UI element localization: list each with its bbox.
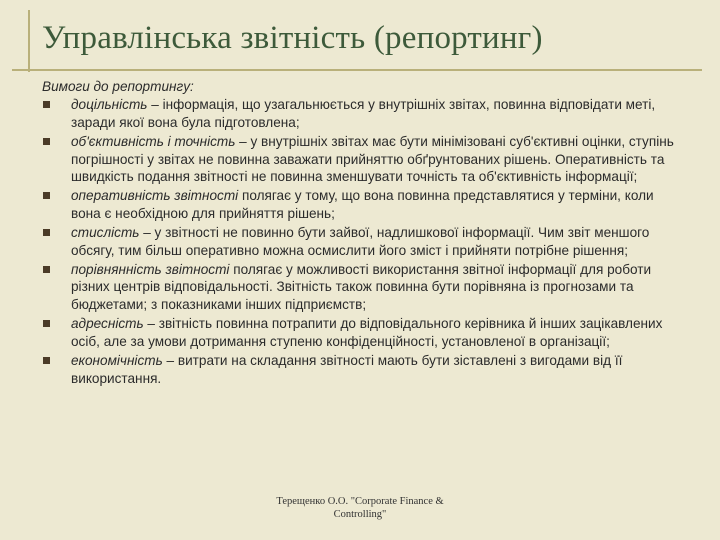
item-text: полягає у можливості використання звітної інформації для роботи різних центрів відповідальності. Звітність також повинна бути порівняна із прогнозами та бюджетами; з показниками інших підприємств; bbox=[71, 262, 652, 312]
requirements-list bbox=[42, 96, 682, 387]
item-text: – у внутрішніх звітах має бути мінімізовані суб'єктивні оцінки, ступінь погрішності у звітах не повинна заважати прийняттю обґрунтованих рішень. Оперативність та швидкість подання звітності не повинна зменшувати точність та об'єктивність інформації; bbox=[71, 134, 674, 185]
square-bullet-icon bbox=[43, 138, 50, 145]
item-term: об'єктивність і точність bbox=[71, 134, 236, 150]
list-item bbox=[42, 352, 682, 387]
item-text: – у звітності не повинно бути зайвої, надлишкової інформації. Чим звіт меншого обсягу, тим більш оперативно можна осмислити його зміст і прийняти потрібне рішення; bbox=[71, 225, 650, 258]
item-text: – інформація, що узагальнюється у внутрішніх звітах, повинна відповідати меті, заради якої вона була підготовлена; bbox=[71, 97, 656, 130]
list-item bbox=[42, 133, 682, 185]
slide-content bbox=[42, 78, 682, 389]
list-item bbox=[42, 187, 682, 222]
item-text: полягає у тому, що вона повинна представлятися у терміни, коли вона є необхідною для прийняття рішень; bbox=[71, 188, 654, 221]
square-bullet-icon bbox=[43, 266, 50, 273]
list-item bbox=[42, 96, 682, 131]
item-text: – звітність повинна потрапити до відповідального керівника й інших зацікавлених осіб, але за умови дотримання ступеню конфіденційності, установленої в організації; bbox=[71, 316, 663, 349]
item-term: економічність bbox=[71, 353, 163, 369]
requirements-intro: Вимоги до репортингу: bbox=[42, 79, 194, 94]
title-vertical-rule bbox=[28, 10, 30, 72]
item-term: адресність bbox=[71, 316, 144, 332]
square-bullet-icon bbox=[43, 192, 50, 199]
square-bullet-icon bbox=[43, 320, 50, 327]
item-term: порівнянність звітності bbox=[71, 262, 230, 278]
square-bullet-icon bbox=[43, 357, 50, 364]
slide-footer bbox=[240, 495, 480, 521]
list-item bbox=[42, 315, 682, 350]
slide-title: Управлінська звітність (репортинг) bbox=[42, 20, 543, 56]
item-text: – витрати на складання звітності мають бути зіставлені з вигодами від її використання. bbox=[71, 353, 623, 386]
item-term: стислість bbox=[71, 225, 140, 241]
list-item bbox=[42, 224, 682, 259]
item-term: доцільність bbox=[71, 97, 148, 113]
title-horizontal-rule bbox=[12, 69, 702, 71]
square-bullet-icon bbox=[43, 101, 50, 108]
list-item bbox=[42, 261, 682, 313]
footer-course-line: Controlling" bbox=[333, 509, 387, 520]
footer-author-line: Терещенко О.О. "Corporate Finance & bbox=[276, 496, 444, 507]
item-term: оперативність звітності bbox=[71, 188, 239, 204]
square-bullet-icon bbox=[43, 229, 50, 236]
